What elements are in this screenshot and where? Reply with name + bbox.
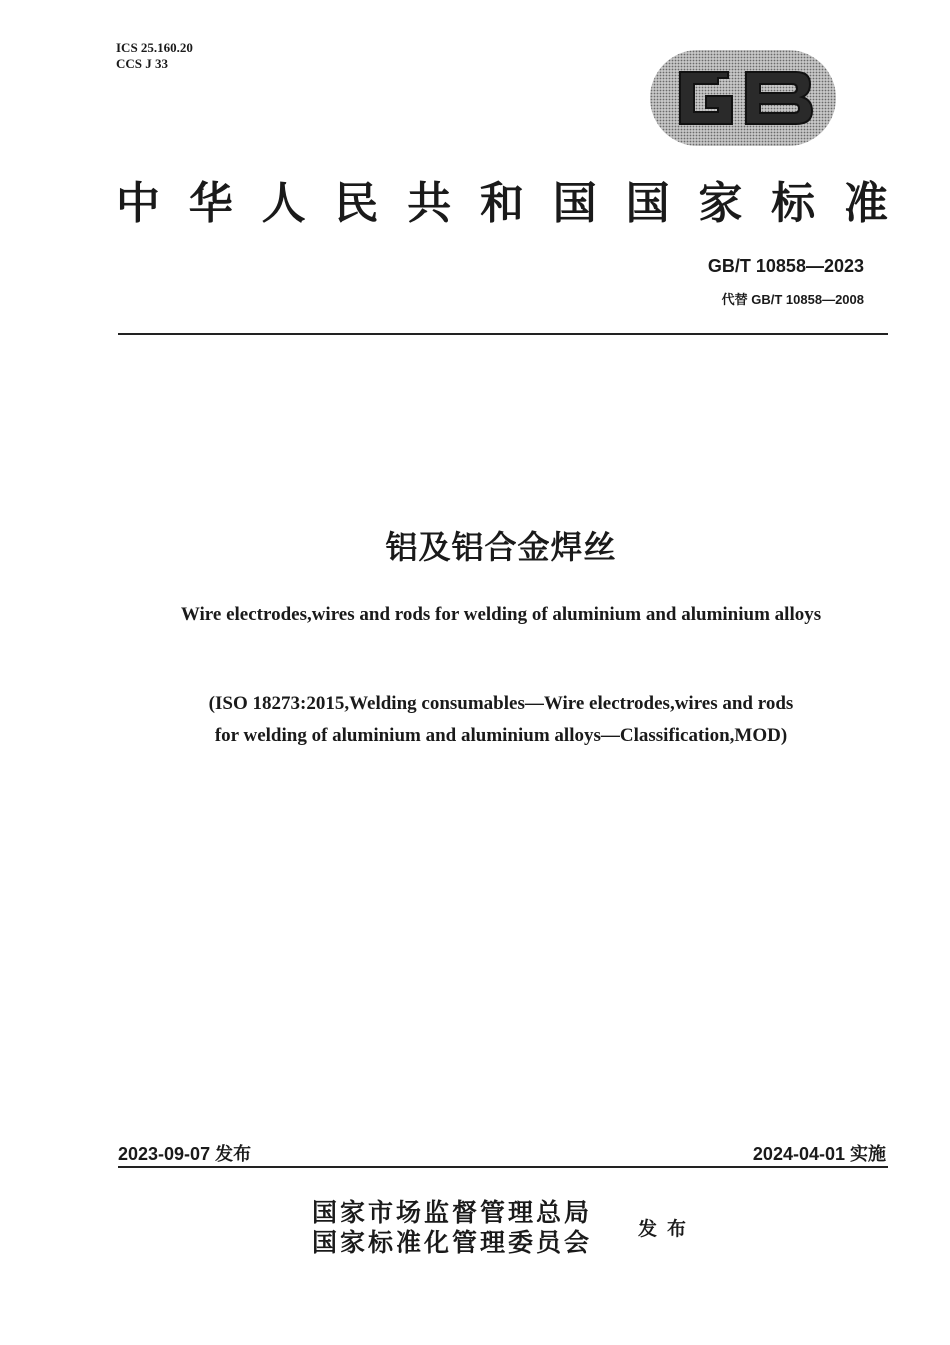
issuing-authorities: [312, 1198, 592, 1258]
ccs-code: CCS J 33: [116, 56, 169, 71]
ics-code: ICS 25.160.20: [116, 40, 193, 55]
organization-title-char: 国: [625, 178, 670, 229]
organization-title-char: 标: [771, 178, 816, 229]
standard-number: GB/T 10858—2023: [707, 256, 864, 276]
iso-reference-line: (ISO 18273:2015,Welding consumables—Wire electrodes,wires and rods: [208, 693, 794, 714]
organization-title-char: 民: [334, 178, 379, 229]
iso-reference-line: for welding of aluminium and aluminium alloys—Classification,MOD): [214, 725, 788, 746]
issuer-sac: 国家标准化管理委员会: [312, 1228, 593, 1257]
issuer-samr: 国家市场监督管理总局: [312, 1198, 593, 1227]
top-divider: [118, 333, 888, 335]
organization-title-char: 共: [407, 178, 452, 229]
organization-title-char: 准: [843, 178, 888, 229]
organization-title: [116, 176, 888, 232]
iso-reference: [0, 688, 950, 752]
organization-title-char: 和: [479, 178, 524, 229]
organization-title-char: 华: [188, 178, 233, 229]
organization-title-char: 人: [261, 178, 306, 229]
publish-label: 发布: [638, 1218, 697, 1240]
english-title: Wire electrodes,wires and rods for welding of aluminium and aluminium alloys: [180, 604, 822, 625]
replaced-standard: 代替 GB/T 10858—2008: [721, 292, 864, 307]
chinese-title: 铝及铝合金焊丝: [385, 528, 617, 566]
classification-codes: [116, 40, 193, 72]
bottom-divider: [118, 1166, 888, 1168]
organization-title-char: 国: [552, 178, 597, 229]
organization-title-char: 家: [698, 178, 743, 229]
gb-logo: [650, 50, 836, 146]
implementation-date: 2024-04-01 实施: [752, 1144, 886, 1164]
organization-title-char: 中: [116, 178, 160, 229]
issue-date: 2023-09-07 发布: [118, 1144, 252, 1164]
